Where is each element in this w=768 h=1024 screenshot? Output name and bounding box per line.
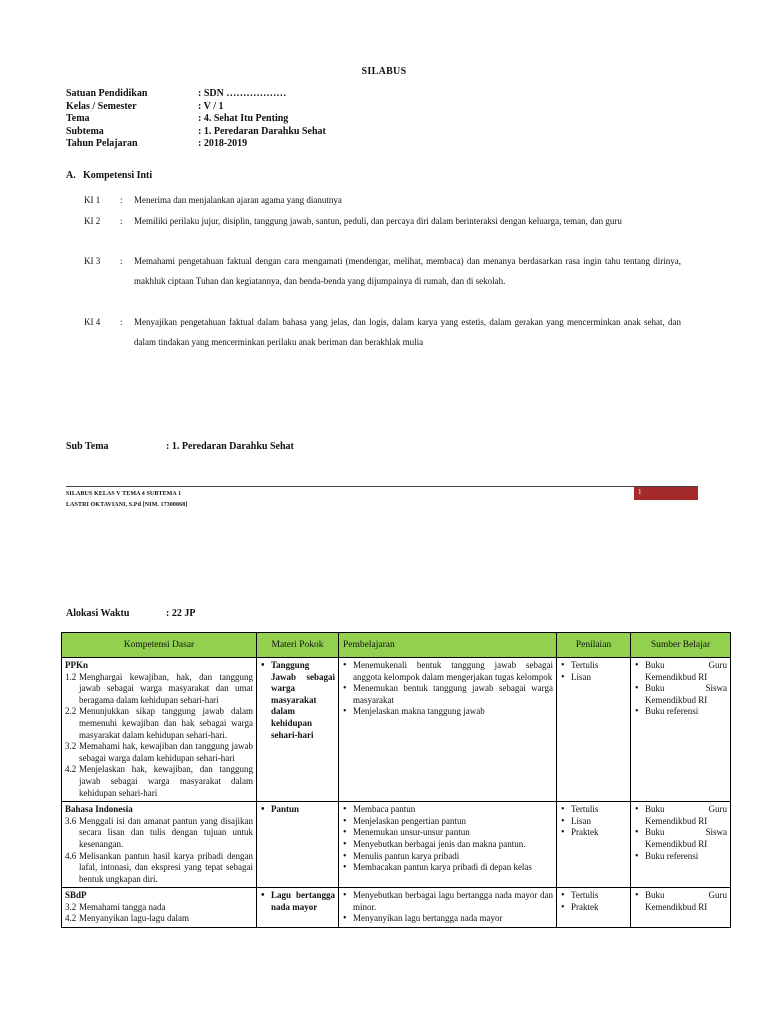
pembelajaran-item: • Menulis pantun karya pribadi [353, 851, 553, 863]
kd-number: 4.2 [65, 913, 77, 924]
meta-row-kelas [66, 101, 326, 114]
ki-colon: : [120, 216, 123, 226]
sumber-item: • Buku referensi [645, 851, 727, 863]
meta-value: : V / 1 [198, 100, 224, 112]
pembelajaran-cell [339, 802, 557, 888]
meta-key: Kelas / Semester [66, 100, 137, 112]
table-header-row [62, 633, 731, 658]
header-penilaian: Penilaian [557, 633, 631, 658]
page-footer [66, 489, 187, 511]
table-row [62, 802, 731, 888]
kd-text: Memahami tangga nada [79, 901, 166, 912]
kd-number: 3.2 [65, 901, 77, 912]
penilaian-cell [557, 888, 631, 928]
kd-text: Memahami hak, kewajiban dan tanggung jawab sebagai warga dalam kehidupan sehari-hari [79, 741, 253, 763]
penilaian-item: • Praktek [571, 827, 627, 839]
table-row [62, 658, 731, 802]
kd-number: 3.2 [65, 741, 77, 752]
pembelajaran-item: • Menjelaskan makna tanggung jawab [353, 706, 553, 718]
sumber-cell [631, 802, 731, 888]
subject-name: PPKn [65, 660, 89, 670]
kd-item [65, 902, 253, 914]
page-number: 1 [638, 488, 642, 496]
penilaian-item: • Tertulis [571, 804, 627, 816]
kd-number: 4.2 [65, 764, 77, 775]
subject-name: Bahasa Indonesia [65, 804, 133, 815]
meta-row-tema [66, 113, 326, 126]
ki-text: Menerima dan menjalankan ajaran agama yang dianutnya [134, 195, 342, 205]
kd-item [65, 913, 253, 925]
document-meta [66, 88, 326, 151]
kd-text: Menghargai kewajiban, hak, dan tanggung jawab sebagai warga masyarakat dan umat beragama dalam kehidupan sehari-hari [79, 671, 253, 705]
meta-key: Subtema [66, 125, 104, 137]
pembelajaran-item: • Menyebutkan berbagai jenis dan makna pantun. [353, 839, 553, 851]
kd-item [65, 816, 253, 851]
kd-cell [62, 802, 257, 888]
ki-item-4 [84, 312, 681, 352]
section-heading-kompetensi-inti [66, 170, 152, 181]
kd-text: Menyanyikan lagu-lagu dalam [79, 913, 189, 924]
ki-item-3 [84, 251, 681, 291]
meta-value: : SDN ……………… [198, 88, 287, 99]
header-materi-pokok: Materi Pokok [257, 633, 339, 658]
sumber-cell [631, 888, 731, 928]
meta-key: Satuan Pendidikan [66, 88, 148, 99]
meta-value: : 1. Peredaran Darahku Sehat [198, 125, 326, 137]
kd-number: 2.2 [65, 706, 77, 717]
materi-cell [257, 802, 339, 888]
meta-row-satuan [66, 88, 326, 101]
materi-cell [257, 658, 339, 802]
kd-item [65, 851, 253, 886]
kd-cell [62, 888, 257, 928]
penilaian-item: • Praktek [571, 902, 627, 914]
kd-text: Menggali isi dan amanat pantun yang disajikan secara lisan dan tulis dengan tujuan untuk kesenangan. [79, 815, 253, 849]
section-number: A. [66, 170, 76, 181]
penilaian-cell [557, 802, 631, 888]
ki-item-1 [84, 190, 681, 210]
kd-number: 1.2 [65, 671, 77, 682]
pembelajaran-cell [339, 888, 557, 928]
pembelajaran-cell [339, 658, 557, 802]
pembelajaran-item: • Menemukan bentuk tanggung jawab sebagai warga masyarakat [353, 683, 553, 706]
ki-text: Memahami pengetahuan faktual dengan cara mengamati (mendengar, melihat, membaca) dan menanya berdasarkan rasa ingin tahu tentang dirinya, makhluk ciptaan Tuhan dan kegiatannya, dan benda-benda yang dijumpainya di rumah, dan di sekolah. [134, 256, 681, 286]
kd-item [65, 672, 253, 707]
penilaian-item: • Lisan [571, 672, 627, 684]
kd-text: Menunjukkan sikap tanggung jawab dalam memenuhi kewajiban dan hak sebagai warga masyarakat dalam kehidupan sehari-hari. [79, 706, 253, 740]
silabus-table [61, 632, 731, 928]
header-pembelajaran: Pembelajaran [339, 633, 557, 658]
ki-item-2 [84, 211, 681, 231]
penilaian-item: • Tertulis [571, 660, 627, 672]
footer-divider [66, 486, 698, 487]
ki-text: Memiliki perilaku jujur, disiplin, tanggung jawab, santun, peduli, dan percaya diri dalam berinteraksi dengan keluarga, teman, dan guru [134, 216, 622, 226]
kd-item [65, 741, 253, 764]
materi-cell [257, 888, 339, 928]
page-number-box [634, 487, 698, 500]
kd-cell [62, 658, 257, 802]
sumber-item: • Buku Guru Kemendikbud RI [645, 804, 727, 827]
table-row [62, 888, 731, 928]
kd-text: Menjelaskan hak, kewajiban, dan tanggung jawab sebagai warga masyarakat dalam kehidupan sehari-hari [79, 764, 253, 798]
meta-row-subtema [66, 126, 326, 139]
ki-text: Menyajikan pengetahuan faktual dalam bahasa yang jelas, dan logis, dalam karya yang estetis, dalam gerakan yang mencerminkan anak sehat, dan dalam tindakan yang mencerminkan perilaku anak beriman dan berakhlak mulia [134, 317, 681, 347]
kd-number: 3.6 [65, 815, 77, 826]
footer-line-1: SILABUS KELAS V TEMA 4 SUBTEMA 1 [66, 491, 182, 497]
pembelajaran-item: • Membaca pantun [353, 804, 553, 816]
ki-code: KI 1 [84, 195, 101, 205]
pembelajaran-item: • Menyanyikan lagu bertangga nada mayor [353, 913, 553, 925]
sumber-cell [631, 658, 731, 802]
pembelajaran-item: • Menyebutkan berbagai lagu bertangga nada mayor dan minor. [353, 890, 553, 913]
meta-key: Tema [66, 113, 90, 124]
sub-tema-line [66, 441, 294, 452]
footer-line-2: LASTRI OKTAVIANI, S.Pd [NIM. 17300068] [66, 502, 188, 508]
alokasi-waktu-line [66, 608, 195, 619]
alokasi-value: : 22 JP [166, 608, 196, 619]
ki-code: KI 2 [84, 216, 101, 226]
ki-colon: : [120, 256, 123, 266]
section-title: Kompetensi Inti [83, 170, 153, 181]
penilaian-cell [557, 658, 631, 802]
sumber-item: • Buku Guru Kemendikbud RI [645, 660, 727, 683]
header-kompetensi-dasar: Kompetensi Dasar [62, 633, 257, 658]
materi-item: • Tanggung Jawab sebagai warga masyarakat dalam kehidupan sehari-hari [271, 660, 335, 741]
meta-value: : 2018-2019 [198, 138, 248, 149]
kd-item [65, 764, 253, 799]
penilaian-item: • Lisan [571, 816, 627, 828]
sumber-item: • Buku Siswa Kemendikbud RI [645, 827, 727, 850]
penilaian-item: • Tertulis [571, 890, 627, 902]
ki-colon: : [120, 317, 123, 327]
meta-row-tahun [66, 138, 326, 151]
materi-item: • Pantun [271, 804, 335, 816]
pembelajaran-item: • Membacakan pantun karya pribadi di depan kelas [353, 862, 553, 874]
meta-value: : 4. Sehat Itu Penting [198, 113, 289, 124]
pembelajaran-item: • Menemukan unsur-unsur pantun [353, 827, 553, 839]
pembelajaran-item: • Menjelaskan pengertian pantun [353, 816, 553, 828]
sumber-item: • Buku Siswa Kemendikbud RI [645, 683, 727, 706]
kd-number: 4.6 [65, 850, 77, 861]
subject-name: SBdP [65, 890, 87, 901]
header-sumber-belajar: Sumber Belajar [631, 633, 731, 658]
ki-code: KI 3 [84, 256, 101, 266]
ki-code: KI 4 [84, 317, 101, 327]
kd-text: Melisankan pantun hasil karya pribadi dengan lafal, intonasi, dan ekspresi yang tepat sebagai bentuk ungkapan diri. [79, 850, 253, 884]
pembelajaran-item: • Menemukenali bentuk tanggung jawab sebagai anggota kelompok dalam mengerjakan tugas kelompok [353, 660, 553, 683]
document-title: SILABUS [361, 66, 407, 77]
alokasi-key: Alokasi Waktu [66, 608, 130, 619]
kd-item [65, 706, 253, 741]
sub-tema-value: : 1. Peredaran Darahku Sehat [166, 441, 294, 452]
sub-tema-key: Sub Tema [66, 441, 109, 452]
sumber-item: • Buku referensi [645, 706, 727, 718]
sumber-item: • Buku Guru Kemendikbud RI [645, 890, 727, 913]
ki-colon: : [120, 195, 123, 205]
materi-item: • Lagu bertangga nada mayor [271, 890, 335, 913]
meta-key: Tahun Pelajaran [66, 138, 138, 149]
